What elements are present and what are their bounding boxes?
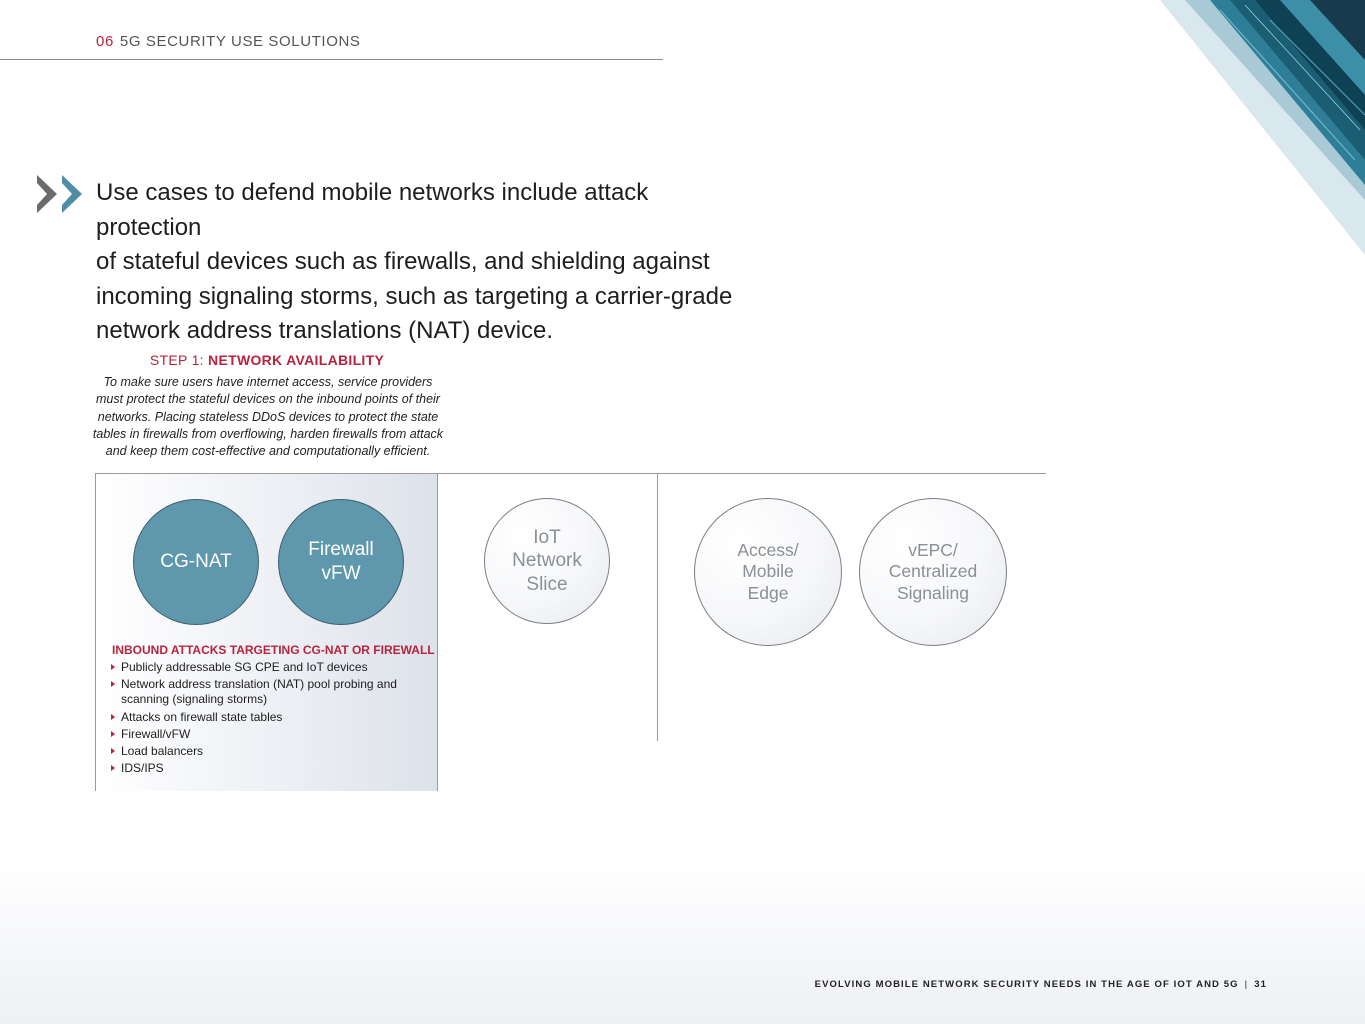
diagram-top-divider (95, 473, 1046, 474)
list-item-text: Load balancers (121, 744, 204, 759)
bullet-arrow-icon (111, 765, 115, 771)
list-item (110, 744, 430, 759)
bullet-arrow-icon (111, 748, 115, 754)
iot-network-slice-circle (484, 498, 610, 624)
step-heading (88, 352, 446, 368)
vepc-signaling-circle (859, 498, 1007, 646)
vepc-label: vEPC/ Centralized Signaling (888, 539, 978, 603)
header-divider (0, 59, 663, 60)
intro-line: network address translations (NAT) device. (96, 317, 554, 345)
bullet-arrow-icon (111, 731, 115, 737)
intro-paragraph (96, 176, 736, 349)
section-number: 06 (96, 33, 114, 50)
list-item-text: Network address translation (NAT) pool probing and scanning (signaling storms) (121, 677, 397, 707)
double-chevron-right-icon (35, 173, 85, 215)
list-item-text: Attacks on firewall state tables (121, 709, 283, 724)
bullet-arrow-icon (111, 681, 115, 687)
section-title: 5G SECURITY USE SOLUTIONS (119, 33, 361, 50)
footer-title: EVOLVING MOBILE NETWORK SECURITY NEEDS IN THE AGE OF IOT AND 5G (814, 979, 1239, 990)
decorative-corner-graphic (1160, 0, 1365, 260)
diagram-column-divider (657, 473, 658, 741)
step-description (86, 374, 450, 460)
step-description-line: must protect the stateful devices on the inbound points of their (96, 392, 440, 407)
list-item (110, 710, 430, 725)
firewall-label: Firewall vFW (308, 539, 374, 584)
iot-label: IoT Network Slice (512, 526, 582, 595)
intro-line: of stateful devices such as firewalls, and shielding against (96, 248, 710, 276)
intro-line: incoming signaling storms, such as targeting a carrier-grade (96, 282, 733, 310)
cg-nat-circle (133, 499, 259, 625)
step-description-line: and keep them cost-effective and computationally efficient. (105, 444, 431, 459)
intro-line: Use cases to defend mobile networks include attack protection (96, 179, 649, 241)
footer-separator: | (1244, 979, 1249, 990)
step-description-line: networks. Placing stateless DDoS devices to protect the state (97, 409, 439, 424)
page-number: 31 (1254, 979, 1267, 990)
list-item-text: Publicly addressable SG CPE and IoT devices (121, 660, 368, 674)
bullet-arrow-icon (111, 714, 115, 720)
bullet-arrow-icon (111, 664, 115, 670)
list-item-text: IDS/IPS (121, 761, 164, 776)
firewall-circle (278, 499, 404, 625)
section-header (96, 33, 361, 50)
page-footer (815, 979, 1267, 990)
list-item-text: Firewall/vFW (121, 726, 191, 741)
step-description-line: tables in firewalls from overflowing, harden firewalls from attack (92, 426, 444, 441)
list-item (110, 761, 430, 776)
step-prefix: STEP 1: (149, 352, 209, 368)
attacks-heading: INBOUND ATTACKS TARGETING CG-NAT OR FIREWALL (112, 643, 435, 657)
step-title: NETWORK AVAILABILITY (208, 352, 385, 368)
attacks-list (110, 660, 430, 779)
step-description-line: To make sure users have internet access, service providers (103, 375, 433, 389)
list-item (110, 677, 430, 707)
access-mobile-edge-circle (694, 498, 842, 646)
list-item (110, 660, 430, 675)
list-item (110, 727, 430, 742)
cg-nat-label: CG-NAT (160, 551, 232, 572)
access-label: Access/ Mobile Edge (737, 539, 799, 603)
